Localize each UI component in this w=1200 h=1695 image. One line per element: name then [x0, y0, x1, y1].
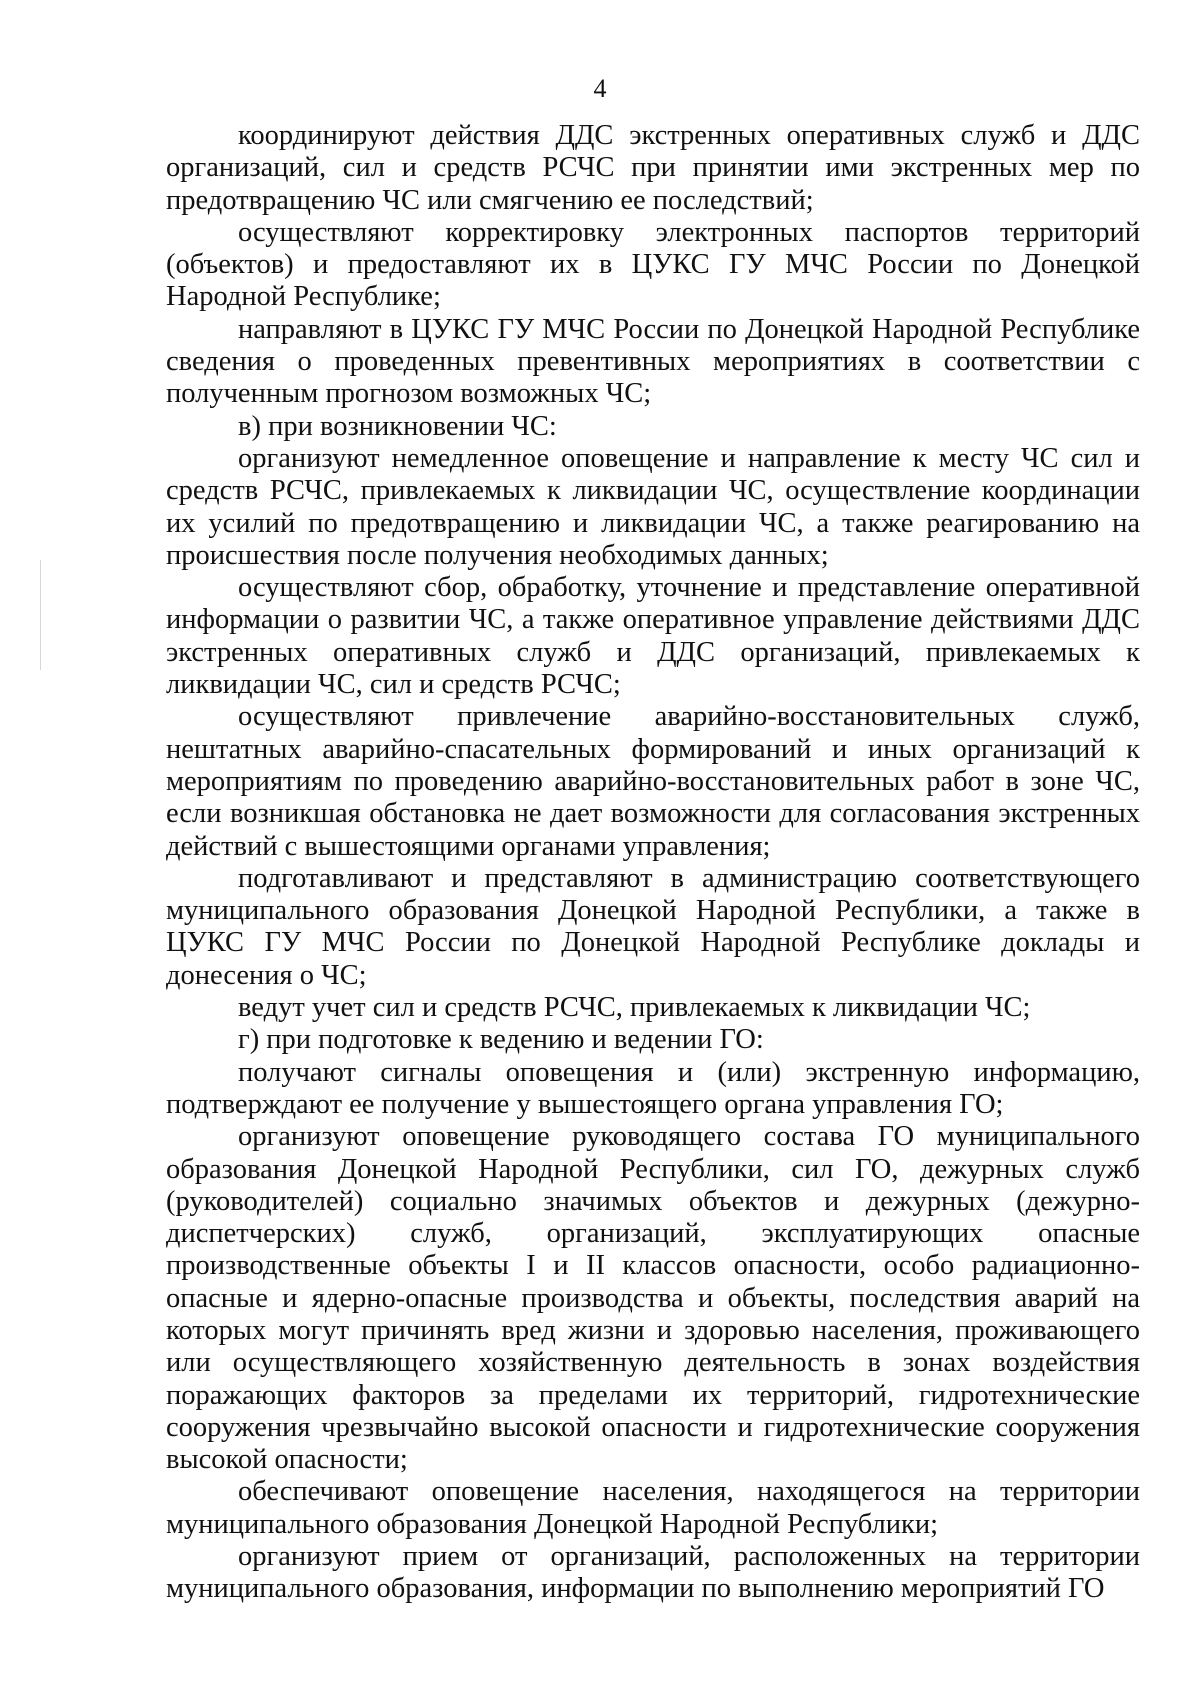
paragraph-organize-alerting: организуют оповещение руководящего состава ГО муниципального образования Донецкой Народной Республики, сил ГО, дежурных служб (руководителей) социально значимых объектов и дежурных (дежурно-диспетчерских) служб, организаций, эксплуатирующих опасные производственные объекты I и II классов опасности, особо радиационно-опасные и ядерно-опасные производства и объекты, последствия аварий на которых могут причинять вред жизни и здоровью населения, проживающего или осуществляющего хозяйственную деятельность в зонах воздействия поражающих факторов за пределами их территорий, гидротехнические сооружения чрезвычайно высокой опасности и гидротехнические сооружения высокой опасности; [166, 1121, 1140, 1476]
paragraph-send-preventive-info: направляют в ЦУКС ГУ МЧС России по Донецкой Народной Республике сведения о проведенных превентивных мероприятиях в соответствии с полученным прогнозом возможных ЧС; [166, 313, 1140, 410]
section-heading-g: г) при подготовке к ведению и ведении ГО: [238, 1024, 764, 1056]
document-body [166, 120, 1140, 1606]
paragraph-track-forces: ведут учет сил и средств РСЧС, привлекаемых к ликвидации ЧС; [238, 992, 1031, 1024]
paragraph-receive-signals: получают сигналы оповещения и (или) экстренную информацию, подтверждают ее получение у вышестоящего органа управления ГО; [166, 1056, 1140, 1120]
section-heading-v: в) при возникновении ЧС: [238, 410, 557, 442]
paragraph-engage-services: осуществляют привлечение аварийно-восстановительных служб, нештатных аварийно-спасательных формирований и иных организаций к мероприятиям по проведению аварийно-восстановительных работ в зоне ЧС, если возникшая обстановка не дает возможности для согласования экстренных действий с вышестоящими органами управления; [166, 701, 1140, 862]
paragraph-collect-information: осуществляют сбор, обработку, уточнение и представление оперативной информации о развитии ЧС, а также оперативное управление действиями ДДС экстренных оперативных служб и ДДС организаций, привлекаемых к ликвидации ЧС, сил и средств РСЧС; [166, 572, 1140, 701]
paragraph-receive-organization-info: организуют прием от организаций, расположенных на территории муниципального образования, информации по выполнению мероприятий ГО [166, 1541, 1140, 1605]
page-number: 4 [593, 74, 607, 103]
paragraph-alert-population: обеспечивают оповещение населения, находящегося на территории муниципального образования Донецкой Народной Республики; [166, 1476, 1140, 1540]
scan-artifact-line [40, 560, 41, 670]
paragraph-coordinate-actions: координируют действия ДДС экстренных оперативных служб и ДДС организаций, сил и средств РСЧС при принятии ими экстренных мер по предотвращению ЧС или смягчению ее последствий; [166, 120, 1140, 216]
paragraph-prepare-reports: подготавливают и представляют в администрацию соответствующего муниципального образования Донецкой Народной Республики, а также в ЦУКС ГУ МЧС России по Донецкой Народной Республике доклады и донесения о ЧС; [166, 862, 1140, 991]
paragraph-correct-passports: осуществляют корректировку электронных паспортов территорий (объектов) и предоставляют их в ЦУКС ГУ МЧС России по Донецкой Народной Республике; [166, 216, 1140, 313]
paragraph-immediate-notification: организуют немедленное оповещение и направление к месту ЧС сил и средств РСЧС, привлекаемых к ликвидации ЧС, осуществление координации их усилий по предотвращению и ликвидации ЧС, а также реагированию на происшествия после получения необходимых данных; [166, 442, 1140, 571]
